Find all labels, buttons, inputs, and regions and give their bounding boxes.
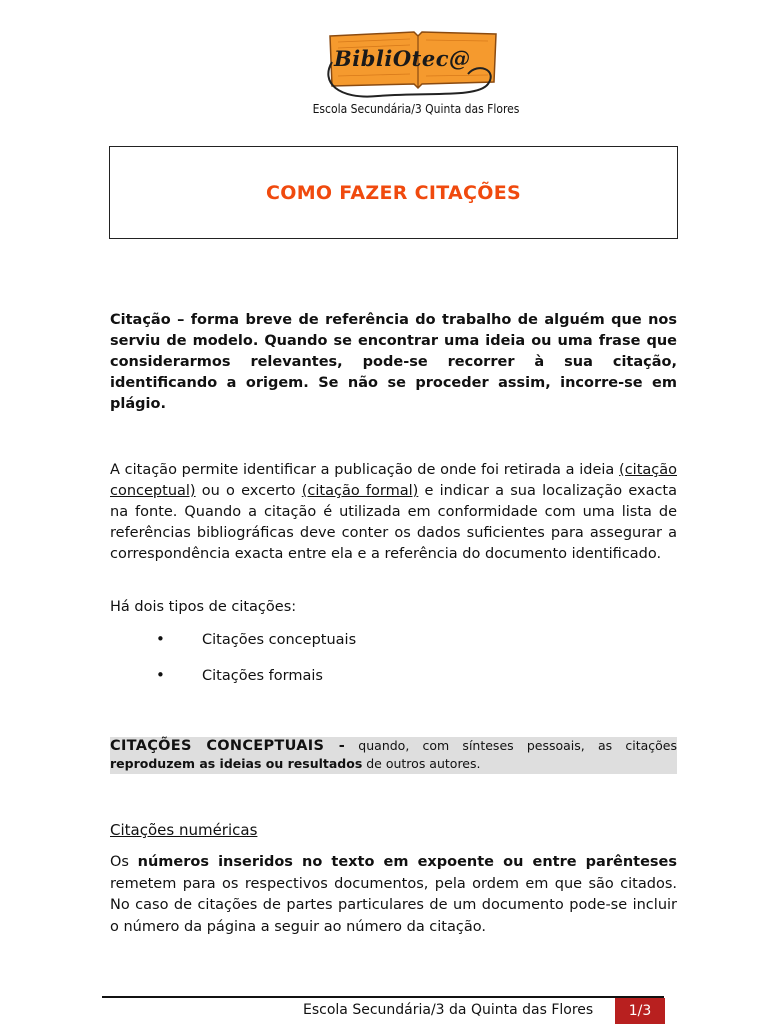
bullet-icon: •	[156, 666, 165, 684]
citation-text-part2: ou o excerto	[195, 483, 302, 499]
footer-school: Escola Secundária/3 da Quinta das Flores	[303, 1002, 594, 1018]
logo-wordmark: BibliOtec@	[334, 46, 471, 71]
title-box	[109, 146, 678, 239]
numeric-text-part2: remetem para os respectivos documentos, pela ordem em que são citados. No caso de citações de partes particulares de um documento pode-se incluir o número da página a seguir ao número da citação.	[110, 875, 677, 935]
citation-explanation	[110, 460, 677, 565]
citation-text-part3: e indicar a sua localização exacta na fonte. Quando a citação é utilizada em conformidade com uma lista de referências bibliográficas deve conter os dados suficientes para assegurar a correspondência exacta entre ela e a referência do documento identificado.	[110, 483, 677, 562]
conceptual-text-part1: quando, com sínteses pessoais, as citações	[345, 738, 677, 753]
page-number-badge: 1/3	[615, 998, 665, 1024]
numeric-bold-text: números inseridos no texto em expoente ou entre parênteses	[137, 854, 678, 870]
citation-text-part1: A citação permite identificar a publicação de onde foi retirada a ideia	[110, 462, 620, 478]
conceptual-citation-ref: (citação conceptual)	[110, 462, 677, 499]
library-logo	[312, 22, 520, 132]
conceptual-text-part2: de outros autores.	[362, 756, 481, 771]
conceptual-bold-text: reproduzem as ideias ou resultados	[110, 756, 363, 771]
list-item-label: Citações formais	[202, 668, 323, 684]
logo-subtitle: Escola Secundária/3 Quinta das Flores	[312, 102, 520, 116]
formal-citation-ref: (citação formal)	[301, 483, 419, 499]
page-title: COMO FAZER CITAÇÕES	[266, 181, 521, 204]
numeric-text-part1: Os	[110, 854, 138, 870]
list-item-label: Citações conceptuais	[202, 632, 357, 648]
numeric-citations-paragraph	[110, 852, 677, 938]
bullet-icon: •	[156, 630, 165, 648]
intro-paragraph: Citação – forma breve de referência do trabalho de alguém que nos serviu de modelo. Quando se encontrar uma ideia ou uma frase que considerarmos relevantes, pode-se recorrer à sua citação, identificando a origem. Se não se proceder assim, incorre-se em plágio.	[110, 312, 677, 412]
types-intro: Há dois tipos de citações:	[110, 599, 297, 615]
footer-rule	[102, 996, 664, 998]
conceptual-heading: CITAÇÕES CONCEPTUAIS -	[110, 738, 346, 754]
conceptual-citations-box	[110, 737, 677, 774]
numeric-citations-heading: Citações numéricas	[110, 821, 258, 839]
